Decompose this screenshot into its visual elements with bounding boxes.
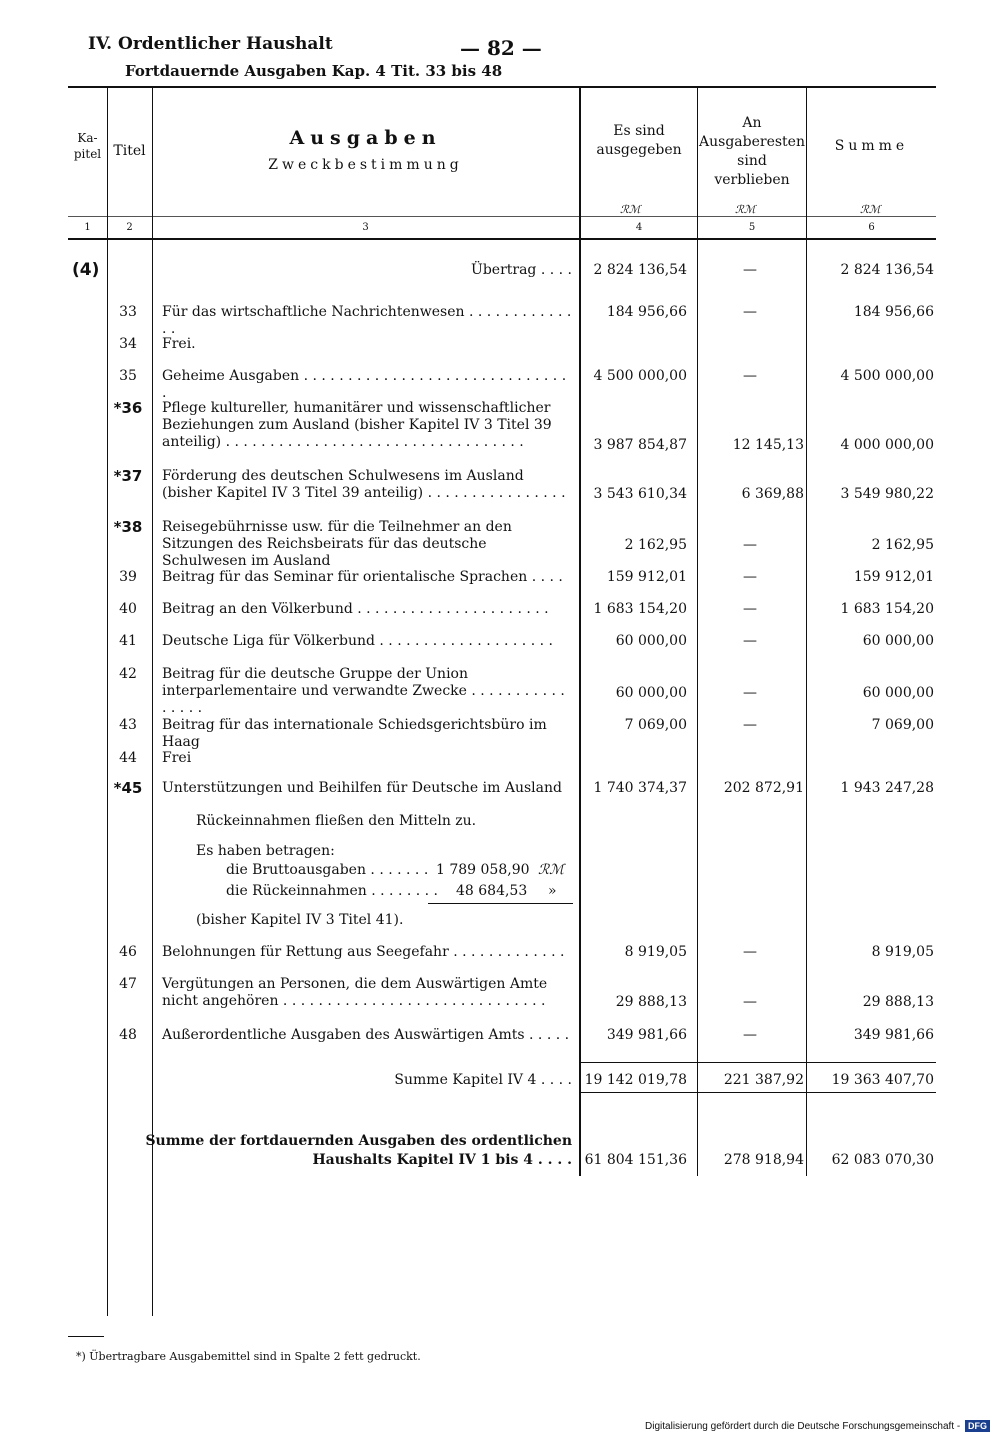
row-40-titel: 40 — [119, 601, 137, 617]
row-34-text: Frei. — [162, 336, 196, 352]
row-33-text: Für das wirtschaftliche Nachrichtenwesen . . . . . . . . . . . . . . — [162, 304, 572, 337]
row-41-c4: 60 000,00 — [615, 633, 687, 649]
sum-kapitel-bottom-rule — [579, 1092, 936, 1093]
row-35-titel: 35 — [119, 368, 137, 384]
colnum-5: 5 — [748, 222, 756, 233]
row-38-text: Reisegebührnisse usw. für die Teilnehmer an den Sitzungen des Reichsbeirats für das deutsche Schulwesen im Ausland — [162, 519, 512, 569]
colnum-3: 3 — [362, 222, 369, 233]
section-title: IV. Ordentlicher Haushalt — [88, 34, 333, 54]
row-42-c6: 60 000,00 — [862, 685, 934, 701]
row-42-titel: 42 — [119, 666, 137, 682]
row-33-c4: 184 956,66 — [606, 304, 687, 320]
row-uebertrag-label: Übertrag . . . . — [471, 262, 572, 278]
col-zweck-header: Zweckbestimmung — [268, 157, 463, 173]
dfg-credit — [645, 1420, 990, 1432]
sum-kapitel-top-rule — [579, 1062, 936, 1063]
row-47-c4: 29 888,13 — [615, 994, 687, 1010]
row-40-c5: — — [743, 601, 757, 617]
sum-kapitel-c4: 19 142 019,78 — [584, 1072, 687, 1088]
row-47-c5: — — [743, 994, 757, 1010]
col-divider-4 — [697, 86, 698, 1176]
note45-rueck-unit: » — [548, 883, 557, 899]
row-39-c5: — — [743, 569, 757, 585]
note45-line5: (bisher Kapitel IV 3 Titel 41). — [196, 912, 404, 928]
row-48-text: Außerordentliche Ausgaben des Auswärtigen Amts . . . . . — [162, 1027, 570, 1043]
row-38-titel: *38 — [113, 518, 143, 536]
dfg-logo: DFG — [965, 1420, 990, 1432]
row-48-c4: 349 981,66 — [606, 1027, 687, 1043]
row-33-c5: — — [743, 304, 757, 320]
col-ausgegeben-header: Es sind ausgegeben — [596, 123, 682, 158]
col-divider-3 — [579, 86, 581, 1176]
page-number: — 82 — — [460, 36, 542, 60]
row-45-titel: *45 — [113, 779, 143, 797]
row-45-text: Unterstützungen und Beihilfen für Deutsche im Ausland — [162, 780, 562, 796]
row-44-titel: 44 — [119, 750, 137, 766]
unit-col6: ℛℳ — [860, 203, 881, 216]
page-subtitle: Fortdauernde Ausgaben Kap. 4 Tit. 33 bis 48 — [125, 62, 503, 80]
row-36-c6: 4 000 000,00 — [840, 437, 934, 453]
sum-total-c6: 62 083 070,30 — [831, 1152, 934, 1168]
row-45-c5: 202 872,91 — [723, 780, 804, 796]
row-35-c6: 4 500 000,00 — [840, 368, 934, 384]
row-35-text: Geheime Ausgaben . . . . . . . . . . . . . . . . . . . . . . . . . . . . . . . — [162, 368, 567, 401]
row-48-titel: 48 — [119, 1027, 137, 1043]
sum-kapitel-c6: 19 363 407,70 — [831, 1072, 934, 1088]
row-39-titel: 39 — [119, 569, 137, 585]
row-37-c5: 6 369,88 — [741, 486, 804, 502]
row-46-c5: — — [743, 944, 757, 960]
footnote-rule — [68, 1336, 104, 1337]
colnum-1: 1 — [84, 222, 91, 233]
row-38-c6: 2 162,95 — [871, 537, 934, 553]
row-37-c6: 3 549 980,22 — [840, 486, 934, 502]
row-41-text: Deutsche Liga für Völkerbund . . . . . . . . . . . . . . . . . . . . — [162, 633, 553, 649]
col-titel-header: Titel — [113, 143, 146, 159]
colnum-2: 2 — [126, 222, 133, 233]
note45-brutto-label: die Bruttoausgaben . . . . . . . — [226, 862, 429, 878]
row-35-c5: — — [743, 368, 757, 384]
row-42-c4: 60 000,00 — [615, 685, 687, 701]
note45-brutto-unit: ℛℳ — [538, 862, 565, 878]
note45-line2: Es haben betragen: — [196, 843, 335, 859]
note45-brutto-value: 1 789 058,90 — [436, 862, 530, 878]
col-kapitel-header: Ka- pitel — [73, 131, 102, 162]
footnote: *) Übertragbare Ausgabemittel sind in Spalte 2 fett gedruckt. — [76, 1350, 421, 1363]
row-37-c4: 3 543 610,34 — [593, 486, 687, 502]
row-43-titel: 43 — [119, 717, 137, 733]
row-46-c4: 8 919,05 — [624, 944, 687, 960]
sum-kapitel-c5: 221 387,92 — [723, 1072, 804, 1088]
note45-rueck-value: 48 684,53 — [456, 883, 528, 899]
sum-total-c5: 278 918,94 — [723, 1152, 804, 1168]
row-36-text: Pflege kultureller, humanitärer und wissenschaftlicher Beziehungen zum Ausland (bisher Kapitel IV 3 Titel 39 anteilig) . . . . . . . . . . . . . . . . . . . . . . . . . . . . . . . . . . — [162, 400, 552, 450]
row-48-c5: — — [743, 1027, 757, 1043]
row-48-c6: 349 981,66 — [853, 1027, 934, 1043]
row-40-text: Beitrag an den Völkerbund . . . . . . . . . . . . . . . . . . . . . . — [162, 601, 549, 617]
row-41-c5: — — [743, 633, 757, 649]
row-38-c4: 2 162,95 — [624, 537, 687, 553]
note45-line1: Rückeinnahmen fließen den Mitteln zu. — [196, 813, 477, 829]
row-40-c4: 1 683 154,20 — [593, 601, 687, 617]
row-43-c5: — — [743, 717, 757, 733]
row-uebertrag-c6: 2 824 136,54 — [840, 262, 934, 278]
row-47-titel: 47 — [119, 976, 137, 992]
note45-rueck-label: die Rückeinnahmen . . . . . . . . — [226, 883, 438, 899]
row-39-c4: 159 912,01 — [606, 569, 687, 585]
row-36-c4: 3 987 854,87 — [593, 437, 687, 453]
row-42-text: Beitrag für die deutsche Gruppe der Union interparlementaire und verwandte Zwecke . . . . . . . . . . . . . . . . — [162, 666, 565, 716]
row-39-c6: 159 912,01 — [853, 569, 934, 585]
row-40-c6: 1 683 154,20 — [840, 601, 934, 617]
row-37-text: Förderung des deutschen Schulwesens im Ausland (bisher Kapitel IV 3 Titel 39 anteilig) . . . . . . . . . . . . . . . . — [162, 468, 566, 501]
unit-col4: ℛℳ — [620, 203, 641, 216]
row-46-titel: 46 — [119, 944, 137, 960]
row-43-text: Beitrag für das internationale Schiedsgerichtsbüro im Haag — [162, 717, 547, 750]
note45-underline — [428, 903, 573, 904]
dfg-credit-text: Digitalisierung gefördert durch die Deutsche Forschungsgemeinschaft - — [645, 1421, 961, 1432]
row-46-c6: 8 919,05 — [871, 944, 934, 960]
col-summe-header: Summe — [834, 138, 909, 154]
sum-total-c4: 61 804 151,36 — [584, 1152, 687, 1168]
row-47-c6: 29 888,13 — [862, 994, 934, 1010]
col-ausgabereste-header: An Ausgaberesten sind verblieben — [699, 115, 805, 188]
sum-kapitel-label: Summe Kapitel IV 4 . . . . — [394, 1072, 572, 1088]
row-33-c6: 184 956,66 — [853, 304, 934, 320]
unit-col5: ℛℳ — [735, 203, 756, 216]
row-uebertrag-c4: 2 824 136,54 — [593, 262, 687, 278]
row-34-titel: 34 — [119, 336, 137, 352]
col-ausgaben-header: Ausgaben — [289, 127, 442, 149]
sum-total-label-2: Haushalts Kapitel IV 1 bis 4 . . . . — [312, 1152, 572, 1168]
row-41-c6: 60 000,00 — [862, 633, 934, 649]
row-43-c6: 7 069,00 — [871, 717, 934, 733]
row-37-titel: *37 — [113, 467, 143, 485]
row-41-titel: 41 — [119, 633, 137, 649]
col-divider-1 — [107, 86, 108, 1316]
row-uebertrag-c5: — — [743, 262, 757, 278]
row-38-c5: — — [743, 537, 757, 553]
row-46-text: Belohnungen für Rettung aus Seegefahr . . . . . . . . . . . . . — [162, 944, 565, 960]
col-divider-5 — [806, 86, 807, 1176]
row-45-c6: 1 943 247,28 — [840, 780, 934, 796]
row-47-text: Vergütungen an Personen, die dem Auswärtigen Amte nicht angehören . . . . . . . . . . . . . . . . . . . . . . . . . . . . . . — [162, 976, 548, 1009]
col-divider-2 — [152, 86, 153, 1316]
row-44-text: Frei — [162, 750, 192, 766]
row-45-c4: 1 740 374,37 — [593, 780, 687, 796]
sum-total-label-1: Summe der fortdauernden Ausgaben des ordentlichen — [145, 1133, 572, 1149]
row-33-titel: 33 — [119, 304, 137, 320]
row-35-c4: 4 500 000,00 — [593, 368, 687, 384]
row-36-titel: *36 — [113, 399, 143, 417]
row-42-c5: — — [743, 685, 757, 701]
kapitel-marker: (4) — [72, 260, 100, 280]
colnum-6: 6 — [868, 222, 875, 233]
row-39-text: Beitrag für das Seminar für orientalische Sprachen . . . . — [162, 569, 563, 585]
colnum-4: 4 — [635, 222, 643, 233]
row-36-c5: 12 145,13 — [732, 437, 804, 453]
row-43-c4: 7 069,00 — [624, 717, 687, 733]
